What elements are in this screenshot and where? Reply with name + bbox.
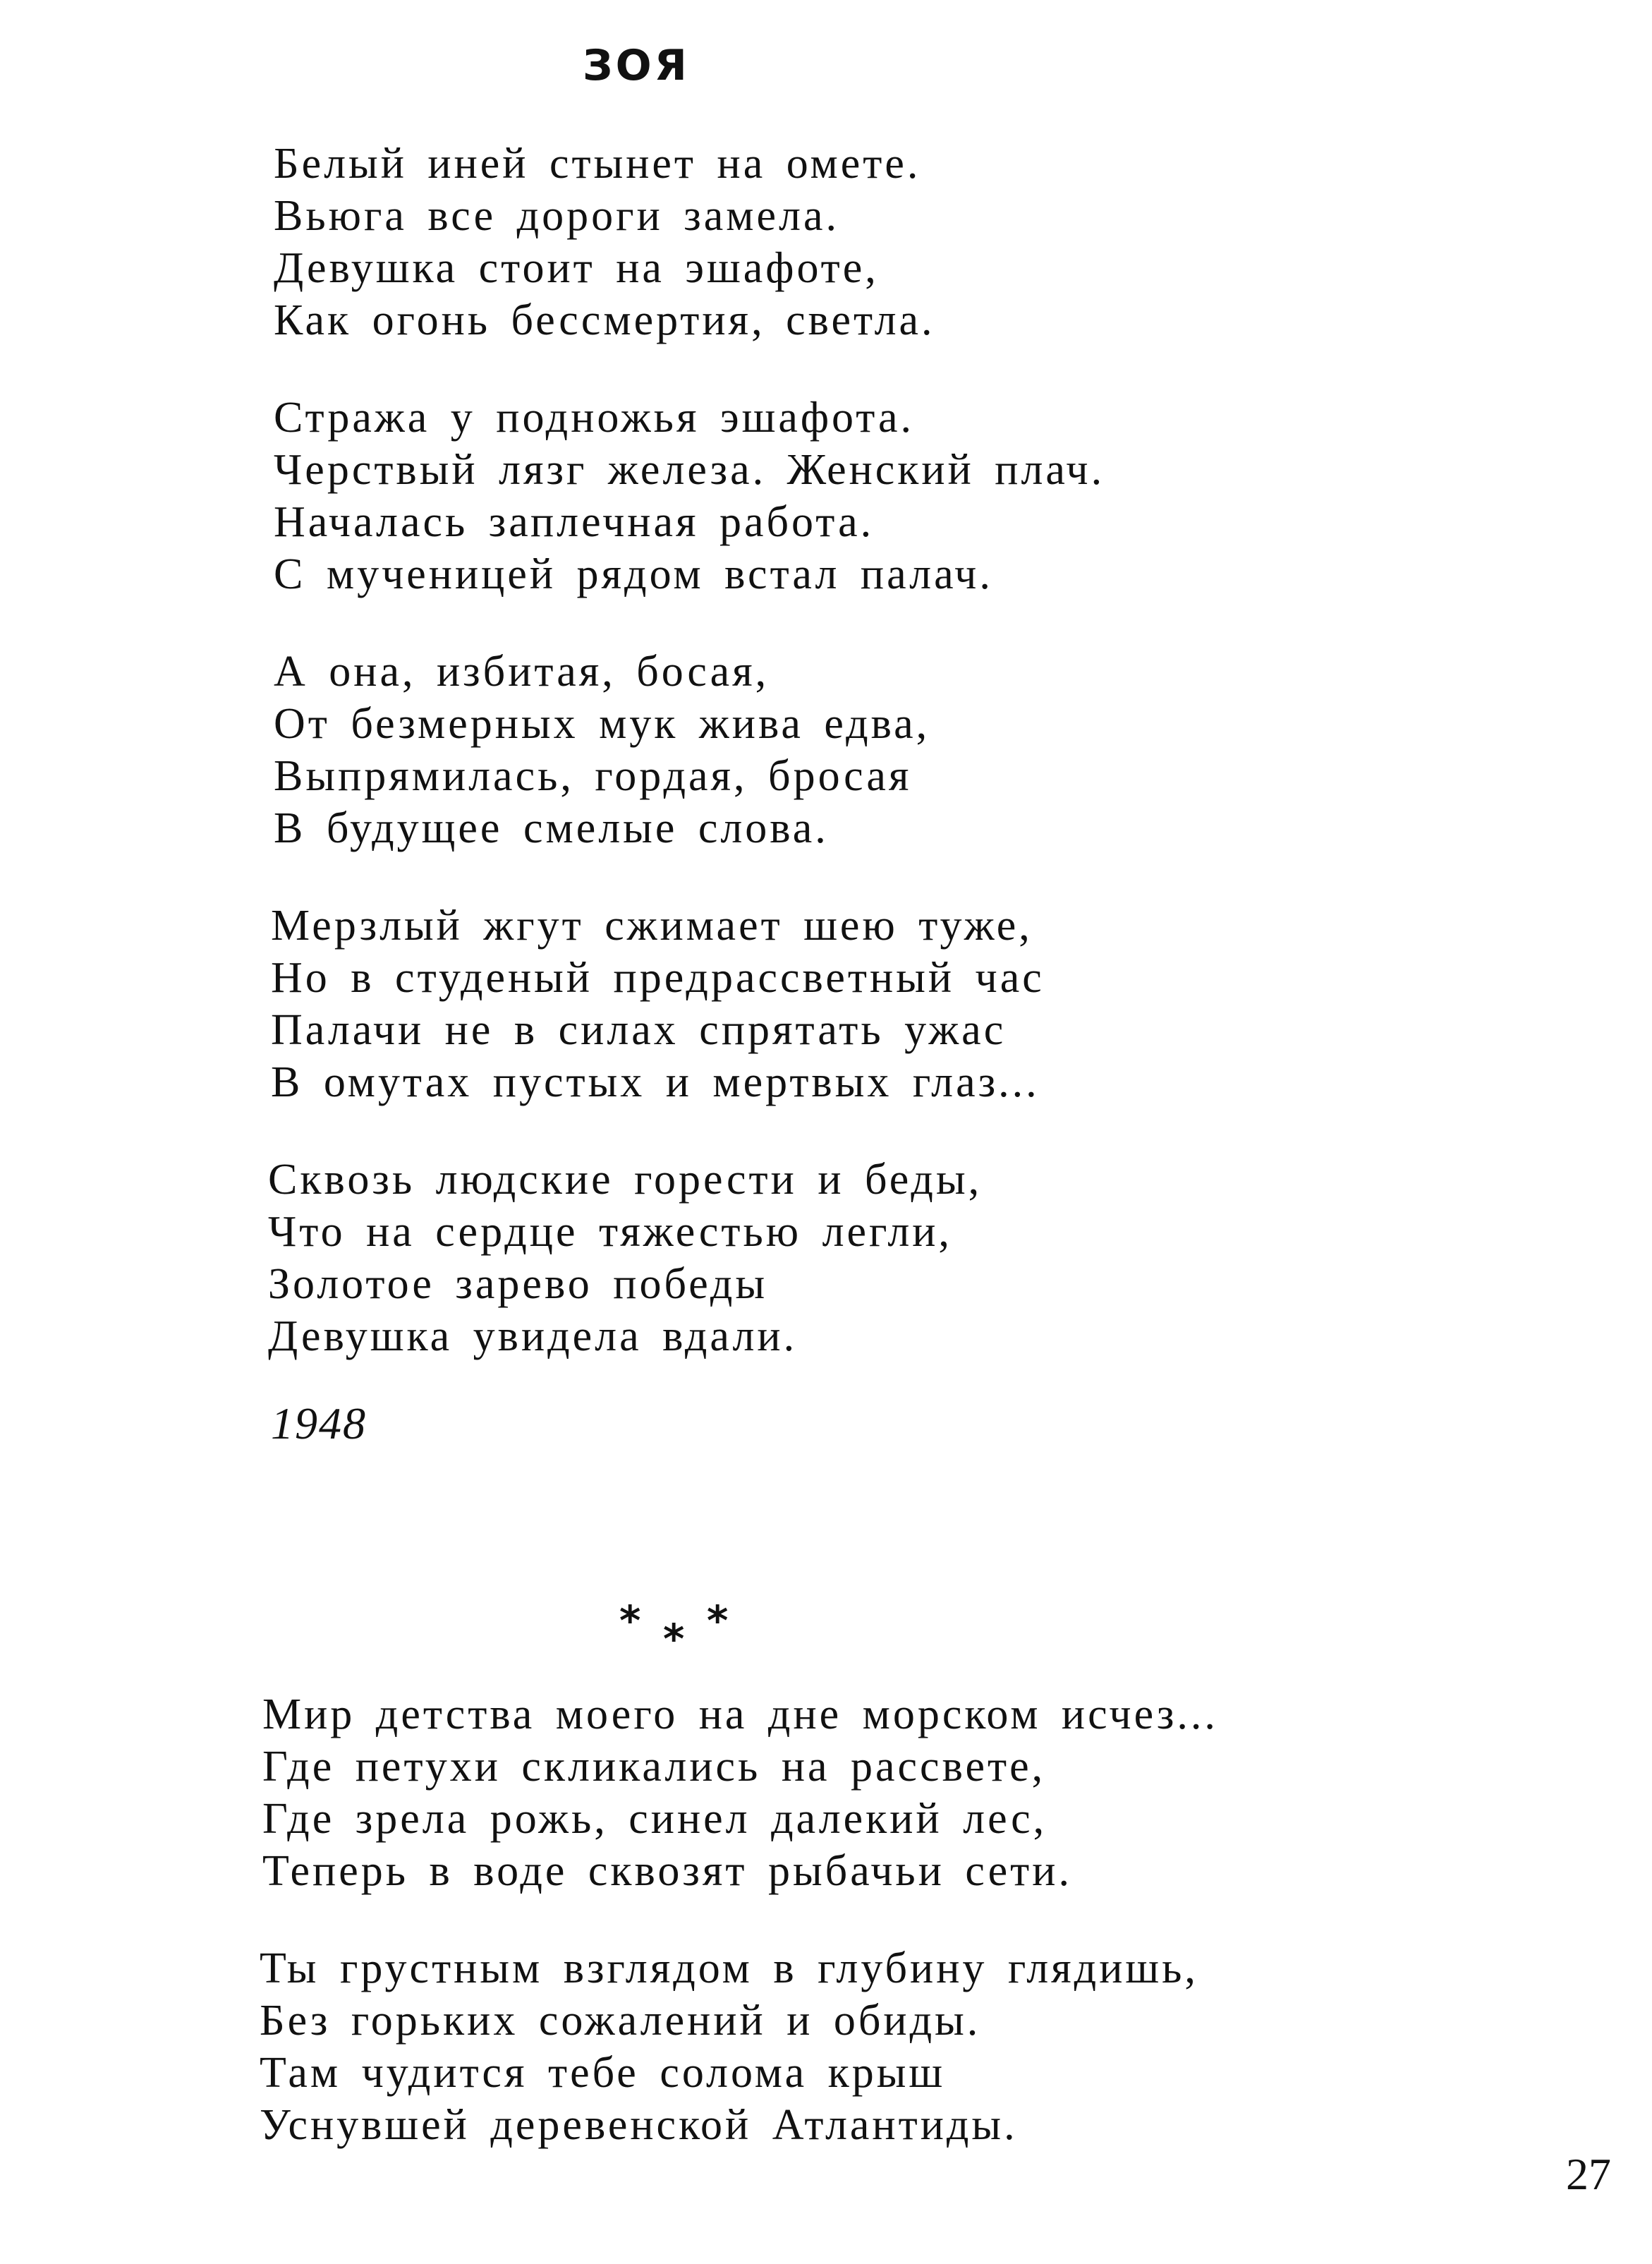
poem-stanza-1 — [274, 138, 935, 346]
poem-line: Как огонь бессмертия, светла. — [274, 296, 935, 344]
poem-line: Золотое зарево победы — [268, 1260, 768, 1308]
poem-line: Где зрела рожь, синел далекий лес, — [262, 1795, 1047, 1843]
poem-line: От безмерных мук жива едва, — [274, 700, 930, 748]
poem-line: С мученицей рядом встал палач. — [274, 550, 993, 598]
poem-line: Мир детства моего на дне морском исчез... — [262, 1690, 1218, 1738]
poem-line: Стража у подножья эшафота. — [274, 394, 915, 442]
poem-line: Что на сердце тяжестью легли, — [268, 1208, 952, 1256]
poem-line: Там чудится тебе солома крыш — [260, 2049, 946, 2097]
poem-stanza-4 — [271, 900, 1045, 1108]
poem-line: Где петухи скликались на рассвете, — [262, 1743, 1046, 1791]
poem-line: Но в студеный предрассветный час — [271, 954, 1045, 1002]
asterisk-icon: * — [663, 1615, 685, 1663]
poem-line: В будущее смелые слова. — [274, 804, 829, 852]
poem-line: Мерзлый жгут сжимает шею туже, — [271, 902, 1033, 950]
poem-line: Началась заплечная работа. — [274, 498, 875, 546]
poem-line: Теперь в воде сквозят рыбачьи сети. — [262, 1847, 1072, 1895]
poem2-stanza-1 — [262, 1688, 1218, 1897]
poem-year: 1948 — [271, 1398, 367, 1448]
section-separator — [619, 1597, 746, 1664]
poem-line: Без горьких сожалений и обиды. — [260, 1997, 981, 2045]
asterisk-icon: * — [619, 1597, 641, 1645]
poem-line: Уснувшей деревенской Атлантиды. — [260, 2101, 1018, 2149]
poem-line: Девушка увидела вдали. — [268, 1312, 798, 1360]
poem-line: А она, избитая, босая, — [274, 648, 770, 696]
asterisk-icon: * — [707, 1597, 729, 1645]
poem-title: ЗОЯ — [583, 41, 690, 90]
poem-line: Выпрямилась, гордая, бросая — [274, 752, 912, 800]
poem-line: Палачи не в силах спрятать ужас — [271, 1006, 1007, 1054]
poem-stanza-3 — [274, 646, 930, 854]
poem-line: Черствый лязг железа. Женский плач. — [274, 446, 1105, 494]
poem-line: Белый иней стынет на омете. — [274, 140, 921, 188]
poem-line: В омутах пустых и мертвых глаз... — [271, 1058, 1040, 1106]
poem-stanza-2 — [274, 392, 1105, 600]
poem-line: Ты грустным взглядом в глубину глядишь, — [260, 1944, 1198, 1992]
poem-line: Вьюга все дороги замела. — [274, 192, 839, 240]
poem-line: Девушка стоит на эшафоте, — [274, 244, 879, 292]
poem-stanza-5 — [268, 1154, 982, 1362]
poem-line: Сквозь людские горести и беды, — [268, 1156, 983, 1204]
poem2-stanza-2 — [260, 1942, 1198, 2151]
page-number: 27 — [1566, 2149, 1611, 2199]
